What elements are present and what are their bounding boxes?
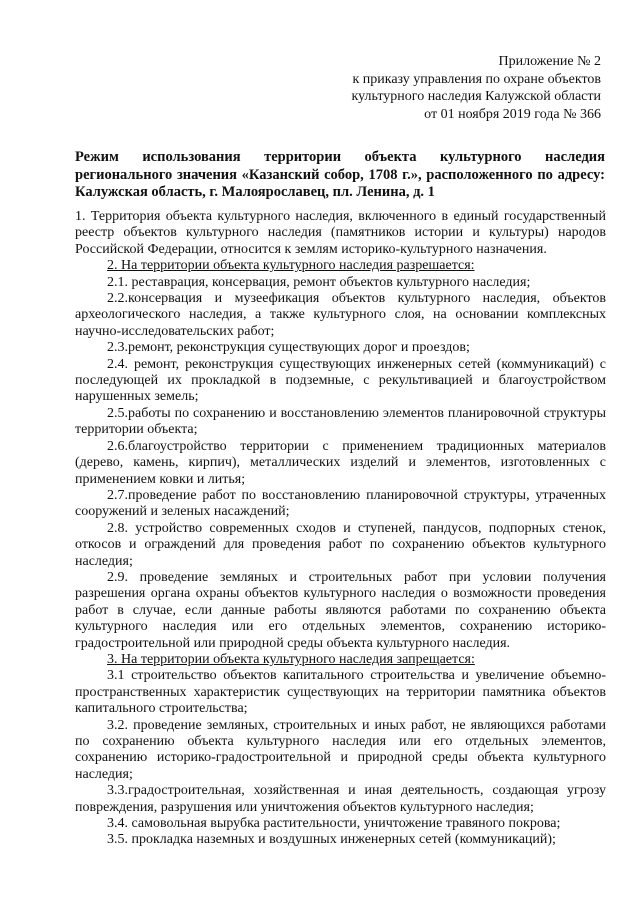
paragraph: 2.2.консервация и музеефикация объектов культурного наследия, объектов археологического наследия, а также культурного слоя, на основании комплексных научно-исследовательских работ; — [75, 291, 606, 339]
appendix-line: культурного наследия Калужской области — [351, 89, 601, 104]
appendix-line: к приказу управления по охране объектов — [352, 71, 601, 87]
paragraph: 3.4. самовольная вырубка растительности, уничтожение травяного покрова; — [107, 816, 561, 832]
appendix-line: Приложение № 2 — [498, 54, 601, 69]
paragraph: 2.5.работы по сохранению и восстановлению элементов планировочной структуры территории объекта; — [75, 405, 606, 438]
paragraph: 2.7.проведение работ по восстановлению планировочной структуры, утраченных сооружений и зеленых насаждений; — [75, 487, 606, 520]
paragraph: 3.2. проведение земляных, строительных и иных работ, не являющихся работами по сохранению объекта культурного наследия или его отдельных элементов, сохранению историко-градостроительной и природной среды объекта культурного наследия; — [75, 717, 606, 782]
section-heading-allowed: 2. На территории объекта культурного наследия разрешается: — [107, 258, 475, 274]
appendix-header — [301, 53, 601, 123]
paragraph: 3.5. прокладка наземных и воздушных инженерных сетей (коммуникаций); — [107, 832, 556, 848]
paragraph: 3.3.градостроительная, хозяйственная и иная деятельность, создающая угрозу повреждения, разрушения или уничтожения объектов культурного наследия; — [75, 783, 606, 815]
document-title: Режим использования территории объекта культурного наследия регионального значения «Казанский собор, 1708 г.», расположенного по адресу: Калужская область, г. Малоярославец, пл. Ленина, д. 1 — [75, 149, 605, 200]
section-heading-forbidden: 3. На территории объекта культурного наследия запрещается: — [107, 651, 475, 667]
document-body — [75, 209, 606, 849]
paragraph: 2.4. ремонт, реконструкция существующих инженерных сетей (коммуникаций) с последующей их прокладкой в подземные, с рекультивацией и благоустройством нарушенных земель; — [75, 356, 606, 405]
paragraph: 2.9. проведение земляных и строительных работ при условии получения разрешения органа охраны объектов культурного наследия о возможности проведения работ в случае, если данные работы являются работами по сохранению объекта культурного наследия или его отдельных элементов, сохранению историко-градостроительной или природной среды объекта культурного наследия. — [75, 569, 606, 651]
appendix-line: от 01 ноября 2019 года № 366 — [424, 106, 601, 122]
paragraph: 1. Территория объекта культурного наследия, включенного в единый государственный реестр объектов культурного наследия (памятников истории и культуры) народов Российской Федерации, относится к землям историко-культурного назначения. — [75, 209, 606, 257]
paragraph: 2.8. устройство современных сходов и ступеней, пандусов, подпорных стенок, откосов и ограждений для проведения работ по сохранению объектов культурного наследия; — [75, 520, 606, 569]
paragraph: 2.3.ремонт, реконструкция существующих дорог и проездов; — [107, 340, 470, 356]
paragraph: 3.1 строительство объектов капитального строительства и увеличение объемно-пространственных характеристик существующих на территории памятника объектов капитального строительства; — [75, 668, 606, 717]
paragraph: 2.1. реставрация, консервация, ремонт объектов культурного наследия; — [107, 274, 531, 290]
paragraph: 2.6.благоустройство территории с применением традиционных материалов (дерево, камень, кирпич), металлических изделий и элементов, изготовленных с применением ковки и литья; — [75, 438, 606, 487]
